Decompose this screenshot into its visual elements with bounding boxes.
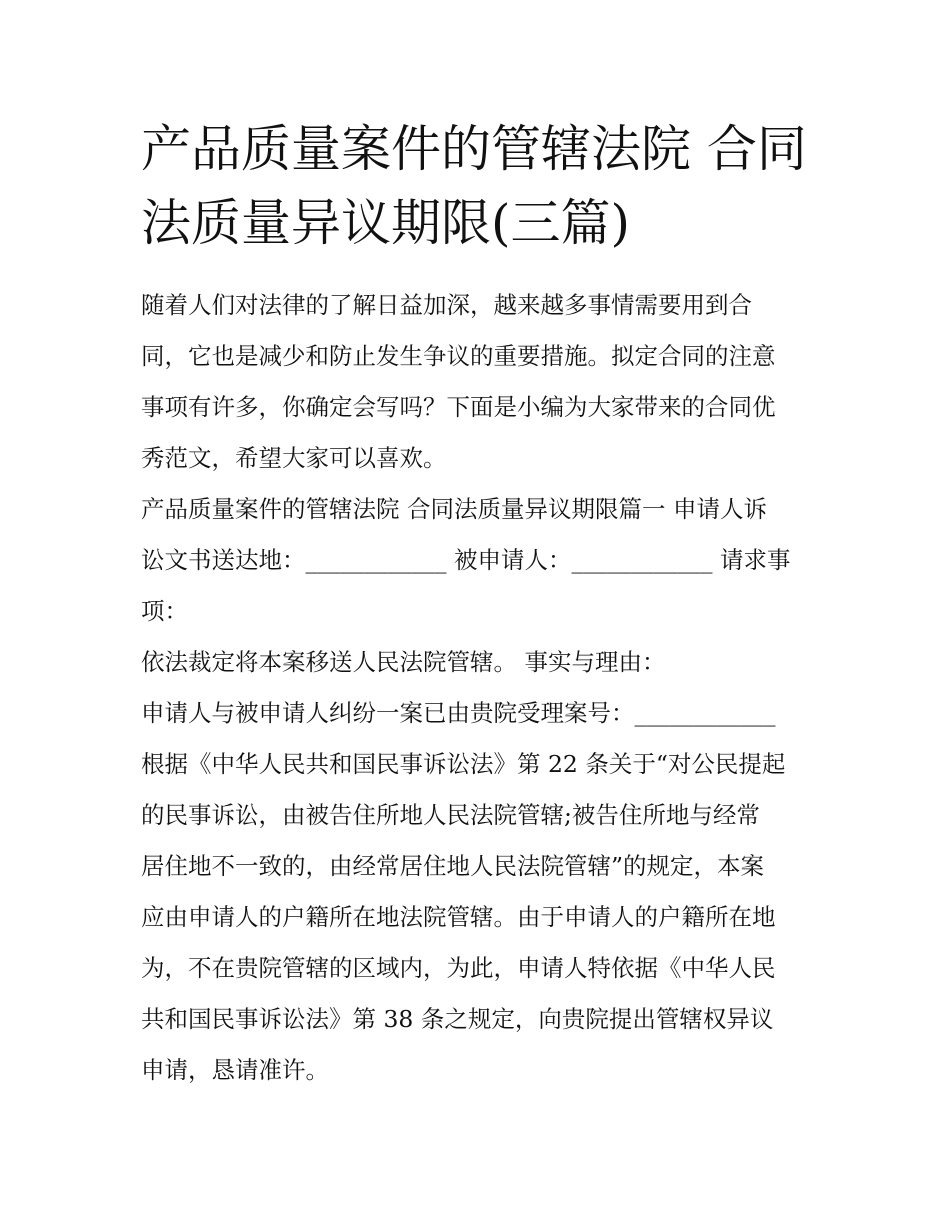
body-line: 事项有许多，你确定会写吗？下面是小编为大家带来的合同优 — [141, 393, 776, 421]
body-line: 根据《中华人民共和国民事诉讼法》第 22 条关于“对公民提起 — [141, 750, 786, 778]
body-line: 共和国民事诉讼法》第 38 条之规定，向贵院提出管辖权异议 — [141, 1005, 774, 1033]
body-line: 讼文书送达地：____________ 被申请人：____________ 请求事 — [141, 546, 791, 574]
title-line: 法质量异议期限(三篇) — [141, 194, 631, 252]
body-line: 随着人们对法律的了解日益加深，越来越多事情需要用到合 — [141, 291, 752, 319]
body-line: 的民事诉讼，由被告住所地人民法院管辖;被告住所地与经常 — [141, 801, 760, 829]
document-body — [141, 280, 821, 1096]
body-line: 项： — [141, 597, 188, 625]
body-line: 秀范文，希望大家可以喜欢。 — [141, 444, 447, 472]
body-line: 同，它也是减少和防止发生争议的重要措施。拟定合同的注意 — [141, 342, 776, 370]
body-line: 为，不在贵院管辖的区域内，为此，申请人特依据《中华人民 — [141, 954, 776, 982]
body-line: 产品质量案件的管辖法院 合同法质量异议期限篇一 申请人诉 — [141, 495, 767, 523]
body-line: 申请人与被申请人纠纷一案已由贵院受理案号：____________ — [141, 699, 776, 727]
title-line: 产品质量案件的管辖法院 合同 — [141, 120, 807, 178]
body-line: 应由申请人的户籍所在地法院管辖。由于申请人的户籍所在地 — [141, 903, 776, 931]
body-line: 申请，恳请准许。 — [141, 1056, 329, 1084]
document-page — [141, 112, 821, 1096]
body-line: 居住地不一致的，由经常居住地人民法院管辖”的规定，本案 — [141, 852, 765, 880]
document-title — [141, 112, 821, 260]
body-line: 依法裁定将本案移送人民法院管辖。 事实与理由： — [141, 648, 666, 676]
